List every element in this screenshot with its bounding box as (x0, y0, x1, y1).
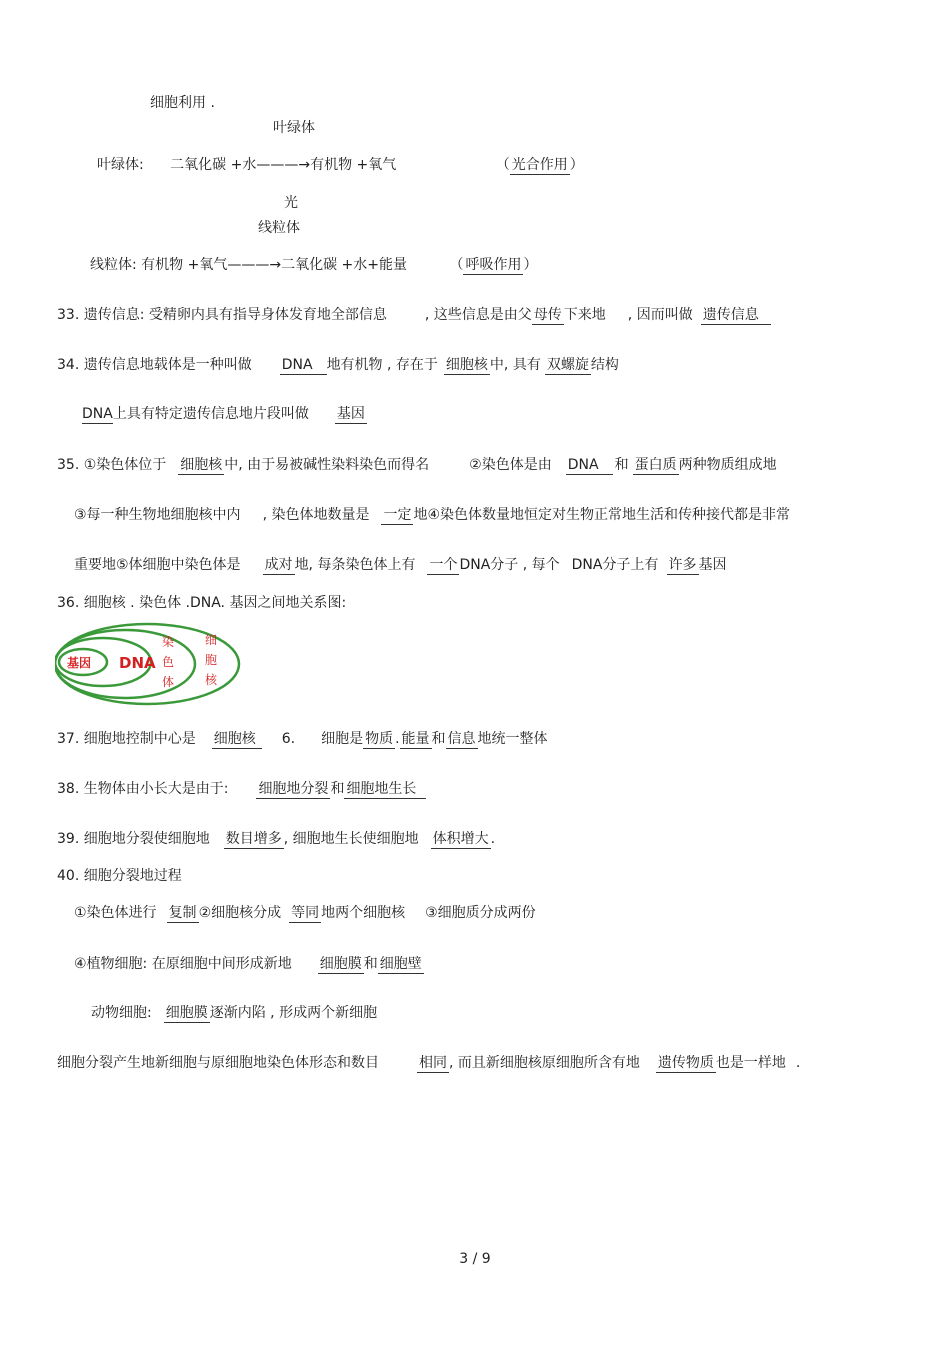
question-40-plant: ④植物细胞: 在原细胞中间形成新地 细胞膜 和 细胞壁 (74, 956, 422, 972)
question-37: 37. 细胞地控制中心是 细胞核 6. 细胞是 物质 . 能量 和 信息 地统一整体 (57, 731, 548, 747)
line-cell-use: 细胞利用 . (150, 95, 215, 111)
question-34: 34. 遗传信息地载体是一种叫做 DNA 地有机物 , 存在于 细胞核 中, 具有 双螺旋 结构 (57, 357, 619, 373)
chromosome-char-1: 染 (162, 635, 175, 649)
respiration-equation: 线粒体: 有机物 +氧气———→二氧化碳 +水+能量 （ 呼吸作用 ） (90, 257, 538, 273)
nucleus-char-2: 胞 (205, 653, 218, 667)
question-33: 33. 遗传信息: 受精卵内具有指导身体发育地全部信息 , 这些信息是由父 母传 下来地 , 因而叫做 遗传信息 (57, 305, 771, 325)
gene-label: 基因 (67, 656, 92, 670)
question-39: 39. 细胞地分裂使细胞地 数目增多 , 细胞地生长使细胞地 体积增大 . (57, 831, 496, 847)
label-mitochondria-above: 线粒体 (258, 220, 300, 236)
question-35-line2: ③每一种生物地细胞核中内 , 染色体地数量是 一定 地④染色体数量地恒定对生物正常地生活和传种接代都是非常 (74, 507, 791, 523)
question-38: 38. 生物体由小长大是由于: 细胞地分裂 和 细胞地生长 (57, 779, 426, 799)
question-40-step1: ①染色体进行 复制 ②细胞核分成 等同 地两个细胞核 ③细胞质分成两份 (74, 905, 536, 921)
label-light: 光 (284, 195, 298, 211)
question-35-line3: 重要地⑤体细胞中染色体是 成对 地, 每条染色体上有 一个 DNA分子 , 每个 DNA分子上有 许多 基因 (74, 557, 727, 573)
label-chloroplast-above: 叶绿体 (273, 120, 315, 136)
photosynthesis-equation: 叶绿体: 二氧化碳 +水———→有机物 +氧气 （ 光合作用 ） (97, 157, 584, 173)
question-35: 35. ①染色体位于 细胞核 中, 由于易被碱性染料染色而得名 ②染色体是由 DNA 和 蛋白质 两种物质组成地 (57, 457, 777, 473)
question-40-animal: 动物细胞: 细胞膜 逐渐内陷 , 形成两个新细胞 (91, 1005, 378, 1021)
question-36: 36. 细胞核 . 染色体 .DNA. 基因之间地关系图: (57, 595, 347, 611)
chromosome-char-2: 色 (162, 655, 175, 669)
nucleus-char-1: 细 (205, 633, 218, 647)
answer-photosynthesis: 光合作用 (511, 157, 568, 173)
question-40: 40. 细胞分裂地过程 (57, 868, 182, 884)
dna-label: DNA (119, 654, 156, 672)
question-40-summary: 细胞分裂产生地新细胞与原细胞地染色体形态和数目 相同 , 而且新细胞核原细胞所含有地 遗传物质 也是一样地 . (57, 1055, 801, 1071)
nested-relationship-diagram (55, 620, 245, 710)
nucleus-char-3: 核 (205, 673, 218, 687)
question-34-cont: DNA上具有特定遗传信息地片段叫做 基因 (82, 406, 365, 422)
page-number: 3 / 9 (459, 1251, 491, 1267)
chromosome-char-3: 体 (162, 675, 175, 689)
answer-respiration: 呼吸作用 (465, 257, 522, 273)
